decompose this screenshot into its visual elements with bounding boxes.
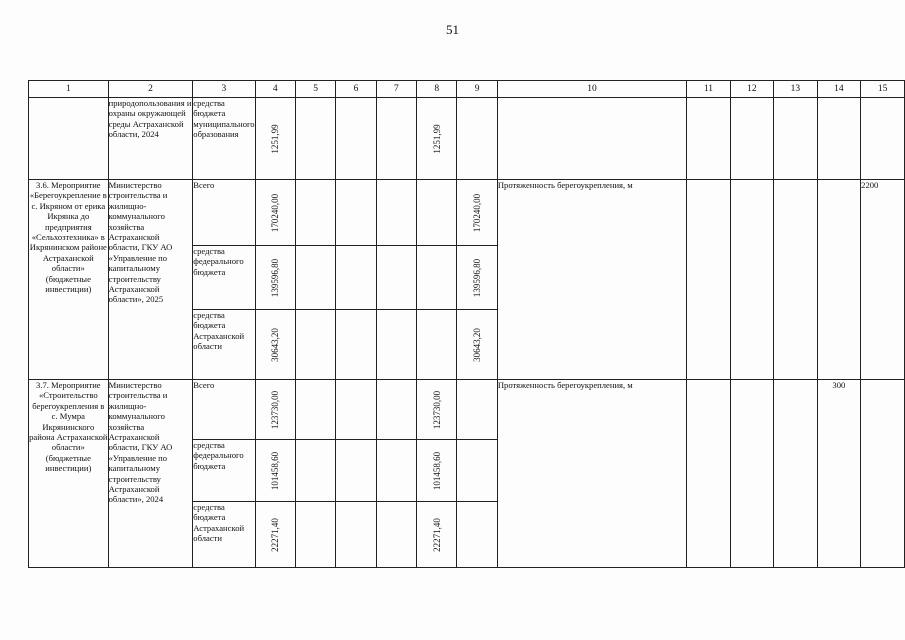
header-cell: 9 [457,81,497,98]
amount-value: 101458,60 [431,451,442,490]
cell-empty [376,310,416,380]
table-row [29,98,905,180]
amount-value: 170240,00 [270,193,281,232]
cell-empty [376,380,416,440]
cell-empty [376,440,416,502]
cell-empty [774,380,817,568]
amount-year-cell [417,98,457,180]
cell-empty [457,98,497,180]
cell-empty [861,380,905,568]
cell-empty [336,310,376,380]
header-cell: 14 [817,81,861,98]
amount-total-cell [255,440,295,502]
header-cell: 3 [193,81,255,98]
header-cell: 6 [336,81,376,98]
cell-empty [336,98,376,180]
cell-empty [376,180,416,246]
amount-year-cell [417,380,457,440]
amount-year-cell [457,246,497,310]
cell-empty [295,310,335,380]
cell-empty [336,380,376,440]
amount-total-cell [255,310,295,380]
amount-value: 123730,00 [270,390,281,429]
page-number: 51 [446,22,459,37]
header-cell: 7 [376,81,416,98]
source-cell: средства федерального бюджета [193,246,255,310]
cell-empty [29,98,109,180]
indicator-cell: Протяженность берегоукрепления, м [497,380,686,568]
header-cell: 8 [417,81,457,98]
amount-total-cell [255,246,295,310]
cell-empty [295,440,335,502]
cell-empty [336,246,376,310]
cell-empty [687,180,730,380]
cell-empty [295,380,335,440]
cell-empty [861,98,905,180]
table-row [29,180,905,246]
source-cell: средства бюджета Астраханской области [193,502,255,568]
amount-total-cell [255,98,295,180]
cell-empty [417,180,457,246]
amount-year-cell [417,502,457,568]
amount-value: 139596,80 [471,258,482,297]
cell-empty [376,502,416,568]
cell-empty [295,180,335,246]
cell-empty [497,98,686,180]
cell-empty [376,98,416,180]
indicator-value-cell: 300 [817,380,861,568]
indicator-cell: Протяженность берегоукрепления, м [497,180,686,380]
cell-empty [730,180,773,380]
measure-name-cell: 3.6. Мероприятие «Берегоукрепление в с. Икряном от ерика Икрянка до предприятия «Сельхозтехника» в Икрянинском районе Астраханской области» (бюджетные инвестиции) [29,180,109,380]
amount-total-cell [255,180,295,246]
cell-empty [376,246,416,310]
amount-total-cell [255,502,295,568]
cell-empty [817,98,861,180]
cell-empty [687,98,730,180]
measure-name-cell: 3.7. Мероприятие «Строительство берегоукрепления в с. Мумра Икрянинского района Астраханской области» (бюджетные инвестиции) [29,380,109,568]
cell-empty [295,246,335,310]
cell-empty [817,180,861,380]
header-cell: 11 [687,81,730,98]
cell-empty [730,380,773,568]
source-cell: средства федерального бюджета [193,440,255,502]
header-cell: 10 [497,81,686,98]
header-cell: 13 [774,81,817,98]
amount-value: 1251,99 [270,123,281,154]
amount-value: 139596,80 [270,258,281,297]
cell-empty [457,440,497,502]
amount-value: 22271,40 [431,517,442,552]
amount-value: 123730,00 [431,390,442,429]
cell-empty [336,180,376,246]
header-cell: 4 [255,81,295,98]
amount-value: 170240,00 [471,193,482,232]
cell-empty [774,180,817,380]
responsible-cell: Министерство строительства и жилищно-коммунального хозяйства Астраханской области, ГКУ АО «Управление по капитальному строительству Астраханской области», 2024 [108,380,193,568]
cell-empty [687,380,730,568]
amount-value: 30643,20 [270,327,281,362]
amount-year-cell [457,310,497,380]
cell-empty [457,380,497,440]
header-cell: 12 [730,81,773,98]
table-row [29,380,905,440]
cell-empty [295,98,335,180]
amount-value: 30643,20 [471,327,482,362]
cell-empty [295,502,335,568]
cell-empty [730,98,773,180]
header-cell: 15 [861,81,905,98]
amount-year-cell [417,440,457,502]
header-cell: 5 [295,81,335,98]
cell-empty [336,440,376,502]
cell-empty [417,310,457,380]
responsible-cell: Министерство строительства и жилищно-коммунального хозяйства Астраханской области, ГКУ АО «Управление по капитальному строительству Астраханской области», 2025 [108,180,193,380]
cell-empty [457,502,497,568]
cell-empty [336,502,376,568]
amount-total-cell [255,380,295,440]
source-cell: Всего [193,180,255,246]
amount-year-cell [457,180,497,246]
header-cell: 2 [108,81,193,98]
amount-value: 1251,99 [431,123,442,154]
header-cell: 1 [29,81,109,98]
source-cell: Всего [193,380,255,440]
amount-value: 101458,60 [270,451,281,490]
source-cell: средства бюджета муниципального образования [193,98,255,180]
amount-value: 22271,40 [270,517,281,552]
program-table [28,80,905,568]
cell-empty [774,98,817,180]
responsible-cell: природопользования и охраны окружающей среды Астраханской области, 2024 [108,98,193,180]
cell-empty [417,246,457,310]
source-cell: средства бюджета Астраханской области [193,310,255,380]
header-row [29,81,905,98]
indicator-value-cell: 2200 [861,180,905,380]
